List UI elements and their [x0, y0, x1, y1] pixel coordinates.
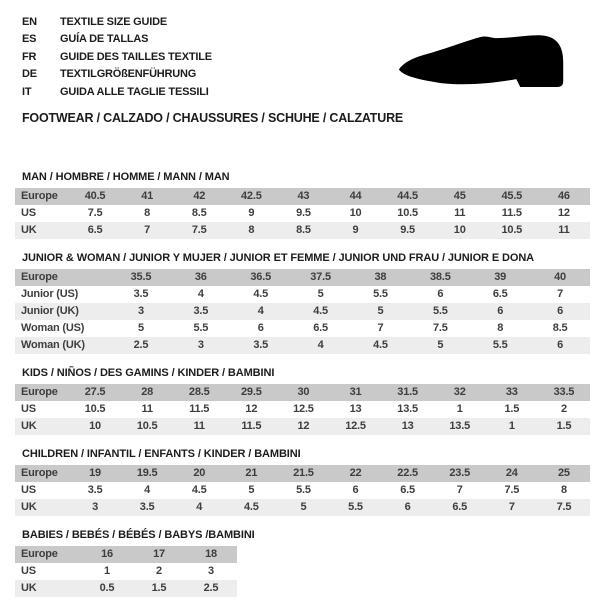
size-cell: 1.5 [504, 403, 520, 415]
size-cell: 1.5 [133, 580, 185, 597]
size-cell: 36.5 [231, 269, 291, 286]
size-cell: 11 [454, 207, 466, 219]
size-cell: 7 [486, 499, 538, 516]
size-table [15, 465, 590, 516]
table-row [15, 563, 237, 580]
size-cell: 3.5 [133, 288, 149, 300]
size-cell: 3 [69, 499, 121, 516]
size-table [15, 269, 590, 354]
language-label: GUIDE DES TAILLES TEXTILE [60, 50, 212, 63]
size-cell: 4 [173, 499, 225, 516]
size-cell: 5.5 [470, 337, 530, 354]
size-cell: 4.5 [351, 337, 411, 354]
table-row [15, 580, 237, 597]
size-cell: 11.5 [225, 418, 277, 435]
size-cell: 6 [257, 322, 264, 334]
row-label: US [21, 403, 36, 415]
table-row [15, 205, 590, 222]
shoe-icon [397, 32, 573, 96]
table-row [15, 269, 590, 286]
size-cell: 18 [185, 546, 237, 563]
size-cell: 4 [197, 288, 204, 300]
table-row [15, 286, 590, 303]
size-cell: 32 [434, 384, 486, 401]
size-cell: 13.5 [434, 418, 486, 435]
size-table-section [15, 252, 590, 354]
size-cell: 5.5 [373, 288, 388, 300]
size-cell: 11 [141, 403, 153, 415]
size-cell: 5.5 [329, 499, 381, 516]
size-cell: 4.5 [191, 484, 207, 496]
table-row [15, 320, 590, 337]
row-label: US [21, 484, 36, 496]
table-row [15, 546, 237, 563]
size-cell: 10 [69, 418, 121, 435]
size-cell: 4 [144, 484, 151, 496]
language-code: FR [22, 50, 37, 63]
size-cell: 19 [69, 465, 121, 482]
size-table-section [15, 448, 590, 516]
size-cell: 42.5 [225, 188, 277, 205]
size-cell: 7.5 [538, 499, 590, 516]
size-cell: 12.5 [293, 403, 314, 415]
size-cell: 9.5 [296, 207, 311, 219]
size-cell: 30 [277, 384, 329, 401]
size-cell: 10.5 [397, 207, 418, 219]
size-cell: 5 [317, 288, 324, 300]
size-cell: 38.5 [410, 269, 470, 286]
size-cell: 11 [173, 418, 225, 435]
size-cell: 3.5 [87, 484, 103, 496]
size-cell: 33 [486, 384, 538, 401]
size-cell: 6.5 [313, 322, 328, 334]
language-code: ES [22, 33, 37, 46]
size-cell: 20 [173, 465, 225, 482]
size-cell: 11.5 [189, 403, 210, 415]
size-cell: 7.5 [173, 222, 225, 239]
row-label: Europe [15, 384, 69, 401]
size-cell: 12 [245, 403, 258, 415]
row-label: Junior (UK) [15, 303, 111, 320]
size-cell: 10 [434, 222, 486, 239]
table-row [15, 188, 590, 205]
size-cell: 2 [156, 565, 162, 577]
size-cell: 4.5 [253, 288, 269, 300]
row-label: Europe [15, 465, 69, 482]
size-table-section [15, 171, 590, 239]
size-cell: 45.5 [486, 188, 538, 205]
size-cell: 43 [277, 188, 329, 205]
table-row [15, 482, 590, 499]
size-cell: 6.5 [434, 499, 486, 516]
size-table [15, 188, 590, 239]
size-cell: 1 [486, 418, 538, 435]
size-cell: 37.5 [291, 269, 351, 286]
table-row [15, 337, 590, 354]
size-cell: 29.5 [225, 384, 277, 401]
size-cell: 13.5 [397, 403, 418, 415]
size-cell: 1 [104, 565, 110, 577]
size-cell: 8 [144, 207, 151, 219]
size-cell: 12 [277, 418, 329, 435]
size-cell: 1.5 [538, 418, 590, 435]
language-code: DE [22, 68, 37, 81]
language-label: TEXTILGRÖßENFÜHRUNG [60, 68, 197, 81]
size-cell: 13 [349, 403, 362, 415]
table-row [15, 465, 590, 482]
size-cell: 5 [248, 484, 255, 496]
size-cell: 7 [121, 222, 173, 239]
size-cell: 5 [137, 322, 144, 334]
table-row [15, 303, 590, 320]
size-cell: 12 [558, 207, 570, 219]
size-cell: 2.5 [185, 580, 237, 597]
size-cell: 3 [208, 565, 214, 577]
size-cell: 9 [248, 207, 255, 219]
size-cell: 10.5 [121, 418, 173, 435]
size-cell: 24 [486, 465, 538, 482]
size-table [15, 546, 237, 597]
table-title: BABIES / BEBÉS / BÉBÉS / BABYS /BAMBINI [22, 528, 255, 541]
size-cell: 5 [277, 499, 329, 516]
language-label: TEXTILE SIZE GUIDE [60, 15, 168, 28]
size-cell: 8 [225, 222, 277, 239]
size-cell: 44.5 [382, 188, 434, 205]
size-cell: 6 [352, 484, 359, 496]
size-cell: 5.5 [193, 322, 209, 334]
size-cell: 6 [437, 288, 444, 300]
table-title: MAN / HOMBRE / HOMME / MANN / MAN [22, 170, 230, 183]
size-cell: 46 [538, 188, 590, 205]
size-cell: 8 [497, 322, 504, 334]
size-cell: 35.5 [111, 269, 171, 286]
size-cell: 25 [538, 465, 590, 482]
size-cell: 8.5 [191, 207, 207, 219]
size-tables [15, 171, 590, 597]
table-title: CHILDREN / INFANTIL / ENFANTS / KINDER / BAMBINI [22, 447, 301, 460]
size-cell: 19.5 [121, 465, 173, 482]
size-cell: 6.5 [400, 484, 415, 496]
size-cell: 8.5 [277, 222, 329, 239]
size-cell: 40.5 [69, 188, 121, 205]
size-cell: 8.5 [552, 322, 568, 334]
language-code: IT [22, 85, 32, 98]
size-cell: 6.5 [492, 288, 508, 300]
size-cell: 31.5 [382, 384, 434, 401]
language-label: GUIDA ALLE TAGLIE TESSILI [60, 85, 209, 98]
row-label: Europe [15, 546, 81, 563]
size-cell: 33.5 [538, 384, 590, 401]
size-cell: 0.5 [81, 580, 133, 597]
size-cell: 4 [231, 303, 291, 320]
size-table-section [15, 529, 590, 597]
row-label: Europe [15, 269, 111, 286]
size-cell: 5 [410, 337, 470, 354]
size-cell: 3 [111, 303, 171, 320]
row-label: Europe [15, 188, 69, 205]
size-cell: 4.5 [291, 303, 351, 320]
table-row [15, 499, 590, 516]
table-row [15, 384, 590, 401]
size-cell: 44 [329, 188, 381, 205]
size-cell: 3 [171, 337, 231, 354]
table-row [15, 418, 590, 435]
row-label: Woman (UK) [15, 337, 111, 354]
language-row [22, 13, 600, 31]
size-cell: 22 [329, 465, 381, 482]
table-title: KIDS / NIÑOS / DES GAMINS / KINDER / BAMBINI [22, 366, 275, 379]
size-cell: 4.5 [225, 499, 277, 516]
size-cell: 5.5 [410, 303, 470, 320]
table-title: JUNIOR & WOMAN / JUNIOR Y MUJER / JUNIOR ET FEMME / JUNIOR UND FRAU / JUNIOR E DONA [22, 251, 535, 264]
row-label: UK [15, 580, 81, 597]
size-cell: 10.5 [84, 403, 106, 415]
size-cell: 9 [329, 222, 381, 239]
size-cell: 28.5 [173, 384, 225, 401]
table-row [15, 401, 590, 418]
size-cell: 7 [377, 322, 384, 334]
size-cell: 5 [351, 303, 411, 320]
size-cell: 10.5 [486, 222, 538, 239]
size-cell: 8 [560, 484, 567, 496]
size-cell: 42 [173, 188, 225, 205]
size-cell: 7.5 [432, 322, 448, 334]
size-cell: 7.5 [87, 207, 103, 219]
row-label: UK [15, 499, 69, 516]
size-cell: 10 [349, 207, 362, 219]
size-cell: 11 [538, 222, 590, 239]
size-cell: 21.5 [277, 465, 329, 482]
size-cell: 23.5 [434, 465, 486, 482]
size-cell: 27.5 [69, 384, 121, 401]
row-label: UK [15, 418, 69, 435]
size-cell: 28 [121, 384, 173, 401]
category-title: FOOTWEAR / CALZADO / CHAUSSURES / SCHUHE / CALZATURE [22, 110, 404, 125]
row-label: Junior (US) [21, 288, 79, 300]
size-cell: 36 [171, 269, 231, 286]
language-label: GUÍA DE TALLAS [60, 33, 149, 46]
size-cell: 3.5 [231, 337, 291, 354]
size-cell: 4 [291, 337, 351, 354]
size-cell: 7 [456, 484, 463, 496]
size-cell: 6 [530, 303, 590, 320]
size-cell: 38 [351, 269, 411, 286]
size-cell: 21 [225, 465, 277, 482]
language-code: EN [22, 15, 37, 28]
row-label: Woman (US) [21, 322, 85, 334]
row-label: US [21, 207, 36, 219]
table-row [15, 222, 590, 239]
size-cell: 7.5 [504, 484, 520, 496]
size-cell: 6 [470, 303, 530, 320]
size-cell: 2 [560, 403, 567, 415]
size-cell: 40 [530, 269, 590, 286]
size-cell: 6 [382, 499, 434, 516]
size-cell: 3.5 [171, 303, 231, 320]
size-cell: 22.5 [382, 465, 434, 482]
size-cell: 39 [470, 269, 530, 286]
size-cell: 3.5 [121, 499, 173, 516]
size-cell: 17 [133, 546, 185, 563]
size-cell: 9.5 [382, 222, 434, 239]
row-label: UK [15, 222, 69, 239]
size-cell: 11.5 [501, 207, 522, 219]
size-cell: 1 [456, 403, 463, 415]
size-cell: 5.5 [296, 484, 311, 496]
size-cell: 16 [81, 546, 133, 563]
size-cell: 13 [382, 418, 434, 435]
size-cell: 31 [329, 384, 381, 401]
size-cell: 41 [121, 188, 173, 205]
size-cell: 2.5 [111, 337, 171, 354]
size-table-section [15, 367, 590, 435]
size-cell: 7 [557, 288, 564, 300]
size-cell: 45 [434, 188, 486, 205]
size-table [15, 384, 590, 435]
size-cell: 6 [530, 337, 590, 354]
size-cell: 12.5 [329, 418, 381, 435]
size-cell: 6.5 [69, 222, 121, 239]
row-label: US [21, 565, 36, 577]
